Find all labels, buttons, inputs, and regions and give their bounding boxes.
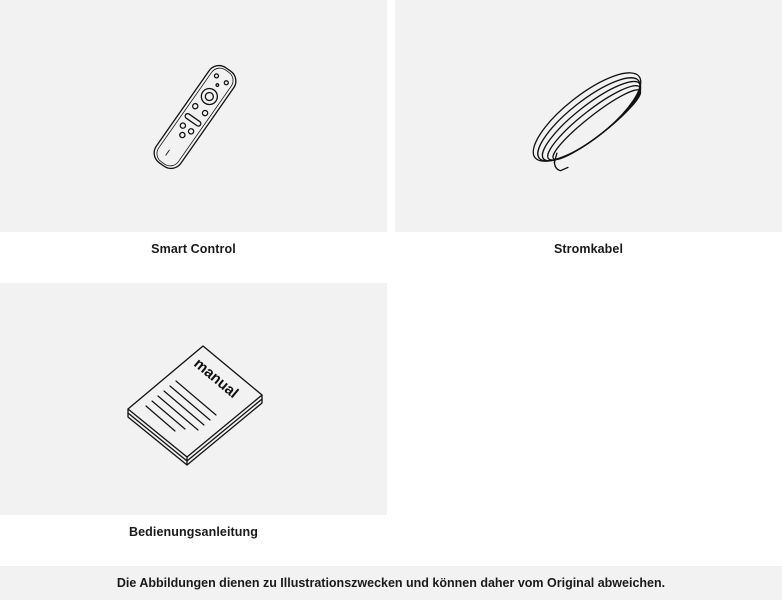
item-label-smart-control: Smart Control bbox=[151, 242, 236, 256]
power-cable-icon bbox=[395, 0, 782, 232]
footer-disclaimer-bar bbox=[0, 566, 782, 600]
item-card-power-cable-image bbox=[395, 0, 782, 232]
item-label-manual: Bedienungsanleitung bbox=[129, 525, 258, 539]
footer-disclaimer-text: Die Abbildungen dienen zu Illustrationszwecken und können daher vom Original abweichen. bbox=[116, 576, 666, 590]
item-card-smart-control-image bbox=[0, 0, 387, 232]
manual-book-icon bbox=[0, 283, 387, 515]
manual-cover-text: manual bbox=[190, 355, 242, 402]
item-label-power-cable: Stromkabel bbox=[553, 242, 624, 256]
item-card-manual-image bbox=[0, 283, 387, 515]
remote-control-icon bbox=[0, 0, 387, 232]
